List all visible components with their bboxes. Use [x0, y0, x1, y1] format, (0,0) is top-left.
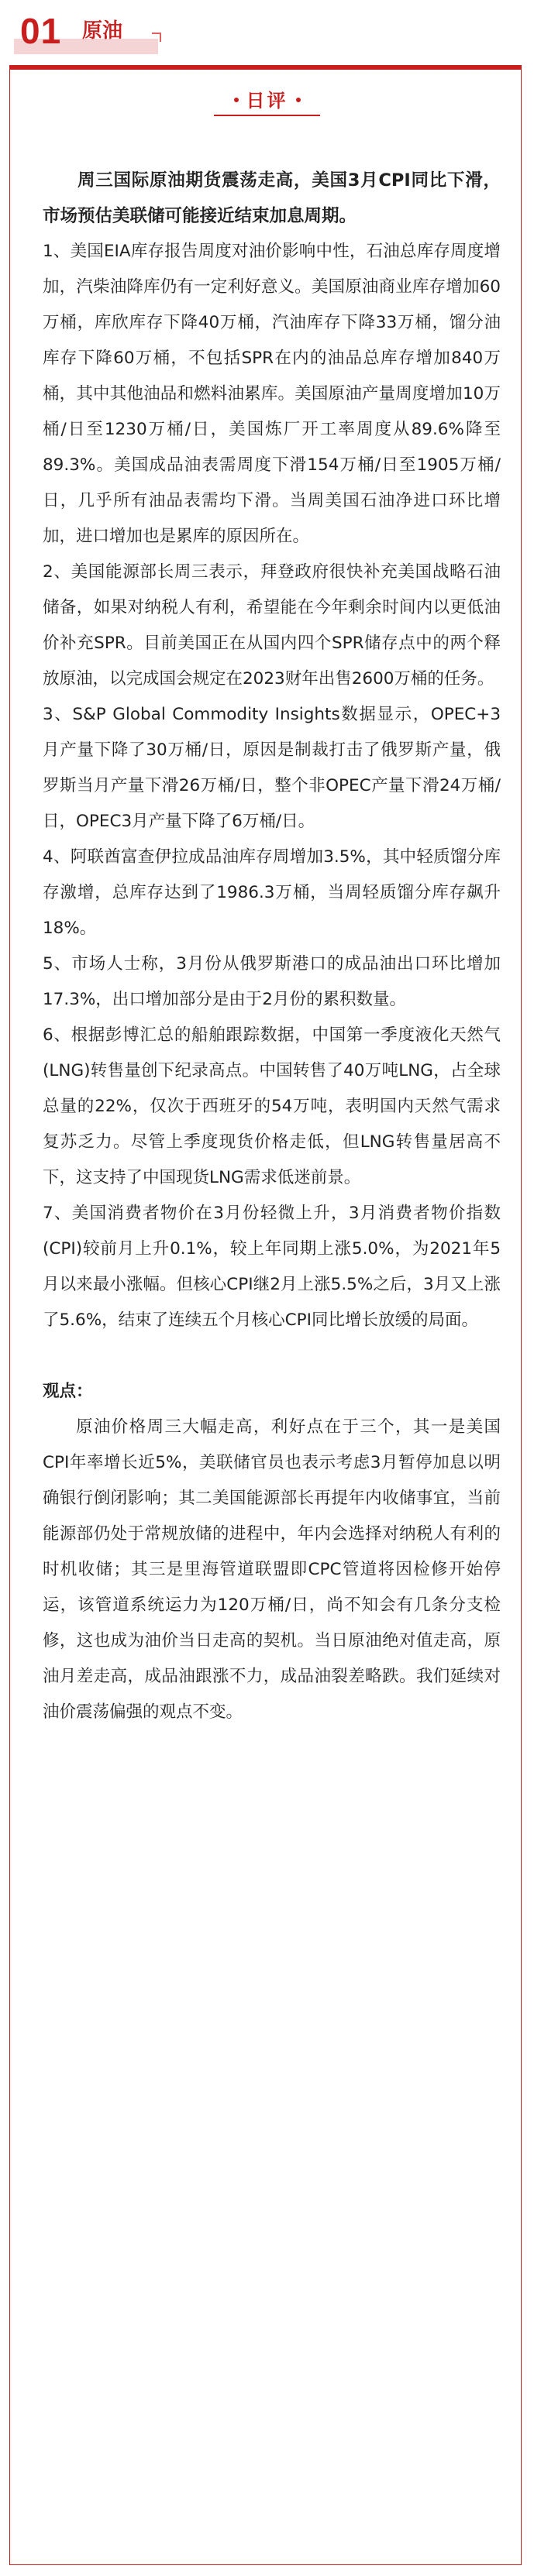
paragraph-5: 5、市场人士称，3月份从俄罗斯港口的成品油出口环比增加17.3%，出口增加部分是由于2月份的累积数量。 — [43, 954, 501, 1009]
corner-decoration-icon — [152, 33, 161, 42]
review-label — [0, 85, 534, 112]
paragraph-7: 7、美国消费者物价在3月份轻微上升，3月消费者物价指数(CPI)较前月上升0.1%，较上年同期上涨5.0%，为2021年5月以来最小涨幅。但核心CPI继2月上涨5.5%之后，3月又上涨了5.6%，结束了连续五个月核心CPI同比增长放缓的局面。 — [43, 1204, 501, 1330]
paragraph-3: 3、S&P Global Commodity Insights数据显示，OPEC+3月产量下降了30万桶/日，原因是制裁打击了俄罗斯产量，俄罗斯当月产量下滑26万桶/日，整个非OPEC产量下滑24万桶/日，OPEC3月产量下降了6万桶/日。 — [43, 705, 501, 831]
paragraph-6: 6、根据彭博汇总的船舶跟踪数据，中国第一季度液化天然气(LNG)转售量创下纪录高点。中国转售了40万吨LNG，占全球总量的22%，仅次于西班牙的54万吨，表明国内天然气需求复苏乏力。尽管上季度现货价格走低，但LNG转售量居高不下，这支持了中国现货LNG需求低迷前景。 — [43, 1025, 501, 1187]
view-paragraph: 原油价格周三大幅走高，利好点在于三个，其一是美国CPI年率增长近5%，美联储官员也表示考虑3月暂停加息以明确银行倒闭影响；其二美国能源部长再提年内收储事宜，当前能源部仍处于常规放储的进程中，年内会选择对纳税人有利的时机收储；其三是里海管道联盟即CPC管道将因检修开始停运，该管道系统运力为120万桶/日，尚不知会有几条分支检修，这也成为油价当日走高的契机。当日原油绝对值走高，原油月差走高，成品油跟涨不力，成品油裂差略跌。我们延续对油价震荡偏强的观点不变。 — [43, 1417, 501, 1722]
section-number: 01 — [20, 11, 62, 51]
paragraph-2: 2、美国能源部长周三表示，拜登政府很快补充美国战略石油储备，如果对纳税人有利，希望能在今年剩余时间内以更低油价补充SPR。目前美国正在从国内四个SPR储存点中的两个释放原油，以完成国会规定在2023财年出售2600万桶的任务。 — [43, 562, 501, 689]
review-label-text: 日评 — [246, 90, 288, 112]
frame-top-ribbon — [10, 66, 521, 70]
view-heading: 观点： — [43, 1382, 93, 1401]
paragraph-1: 1、美国EIA库存报告周度对油价影响中性，石油总库存周度增加，汽柴油降库仍有一定利好意义。美国原油商业库存增加60万桶，库欣库存下降40万桶，汽油库存下降33万桶，馏分油库存下降60万桶，不包括SPR在内的油品总库存增加840万桶，其中其他油品和燃料油累库。美国原油产量周度增加10万桶/日至1230万桶/日，美国炼厂开工率周度从89.6%降至89.3%。美国成品油表需周度下滑154万桶/日至1905万桶/日，几乎所有油品表需均下滑。当周美国石油净进口环比增加，进口增加也是累库的原因所在。 — [43, 242, 501, 546]
section-header — [14, 9, 169, 57]
lead-paragraph: 周三国际原油期货震荡走高，美国3月CPI同比下滑，市场预估美联储可能接近结束加息周期。 — [43, 170, 501, 226]
spacer — [43, 1338, 501, 1374]
section-title: 原油 — [82, 19, 123, 43]
paragraph-4: 4、阿联酋富查伊拉成品油库存周增加3.5%，其中轻质馏分库存激增，总库存达到了1986.3万桶，当周轻质馏分库存飙升18%。 — [43, 847, 501, 938]
dot-icon — [296, 98, 301, 102]
dot-icon — [234, 98, 239, 102]
article-body — [43, 163, 501, 1730]
review-label-underline — [214, 115, 320, 116]
